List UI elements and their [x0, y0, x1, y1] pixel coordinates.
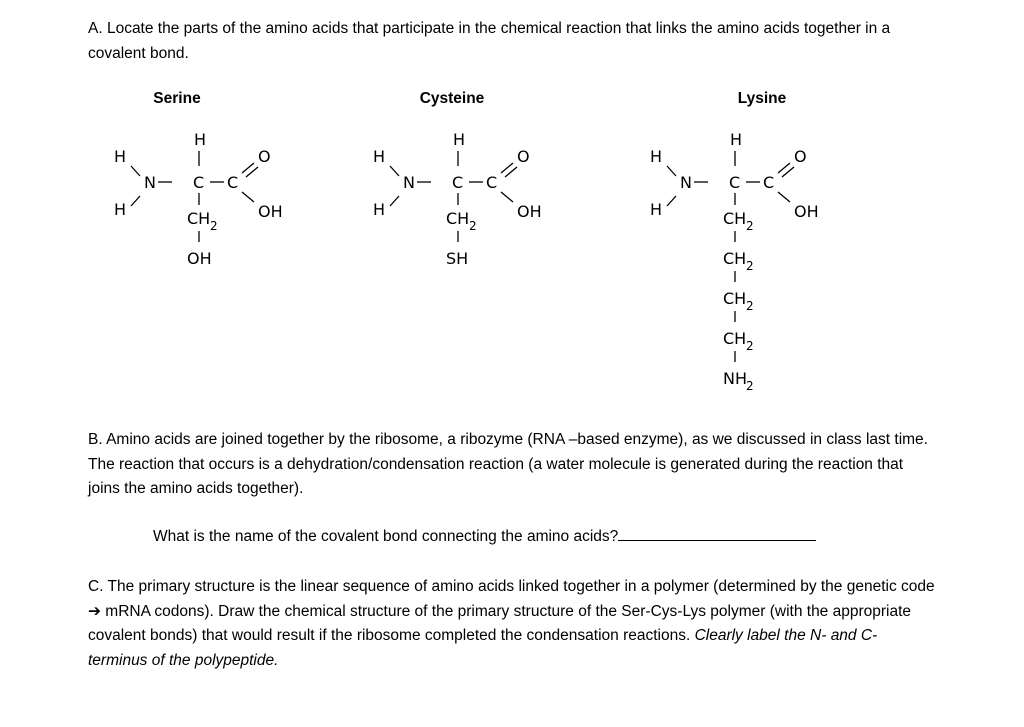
bond-question-text: What is the name of the covalent bond connecting the amino acids?: [153, 528, 619, 545]
carboxyl-hydroxyl: OH: [258, 202, 283, 221]
side-chain-4-subscript: 2: [746, 379, 754, 393]
amine-hydrogen-top: H: [650, 147, 663, 166]
serine-structure: [114, 130, 283, 268]
amine-bond-top: [131, 166, 140, 176]
alpha-carbon: C: [193, 173, 205, 192]
part-c-text-2: mRNA codons). Draw the chemical structure of the primary structure of the Ser-Cys-Lys polymer (with the appropriate covalent bonds) that would result if the ribosome completed the condensation reactions.: [88, 602, 912, 644]
part-c-text-1: C. The primary structure is the linear sequence of amino acids linked together in a polymer (determined by the genetic code: [88, 578, 935, 595]
amine-nitrogen: N: [680, 173, 692, 192]
amine-hydrogen-top: H: [114, 147, 127, 166]
amine-hydrogen-bottom: H: [373, 200, 386, 219]
carbonyl-oxygen: O: [258, 147, 271, 166]
part-b-explanation: B. Amino acids are joined together by the ribosome, a ribozyme (RNA –based enzyme), as we discussed in class last time. The reaction that occurs is a dehydration/condensation reaction (a water molecule is generated during the reaction that joins the amino acids together).: [88, 431, 928, 497]
alpha-hydrogen: H: [194, 130, 207, 149]
side-chain-0-label: CH: [187, 209, 211, 228]
amine-bond-bottom: [667, 196, 676, 206]
alpha-hydrogen: H: [453, 130, 466, 149]
side-chain-3-label: CH: [723, 329, 747, 348]
side-chain-1-subscript: 2: [746, 259, 754, 273]
side-chain-4-label: NH: [723, 369, 747, 388]
side-chain-0-label: CH: [446, 209, 470, 228]
carboxyl-carbon: C: [227, 173, 239, 192]
cysteine-structure: [373, 130, 542, 268]
amine-bond-top: [390, 166, 399, 176]
carbonyl-oxygen: O: [517, 147, 530, 166]
bond-question: [153, 525, 953, 550]
amine-nitrogen: N: [403, 173, 415, 192]
amine-bond-top: [667, 166, 676, 176]
side-chain-0-label: CH: [723, 209, 747, 228]
carboxyl-hydroxyl: OH: [794, 202, 819, 221]
side-chain-1-label: OH: [187, 249, 212, 268]
answer-blank[interactable]: [618, 526, 816, 541]
amine-hydrogen-bottom: H: [114, 200, 127, 219]
carboxyl-carbon: C: [486, 173, 498, 192]
part-a-instructions: A. Locate the parts of the amino acids that participate in the chemical reaction that links the amino acids together in a covalent bond.: [88, 20, 891, 62]
side-chain-0-subscript: 2: [210, 219, 218, 233]
side-chain-3-subscript: 2: [746, 339, 754, 353]
carboxyl-hydroxyl: OH: [517, 202, 542, 221]
alpha-carbon: C: [729, 173, 741, 192]
amine-bond-bottom: [390, 196, 399, 206]
side-chain-1-label: SH: [446, 249, 469, 268]
carbonyl-oxygen: O: [794, 147, 807, 166]
side-chain-2-label: CH: [723, 289, 747, 308]
hydroxyl-bond: [501, 192, 513, 202]
lysine-title: Lysine: [737, 90, 787, 107]
side-chain-1-label: CH: [723, 249, 747, 268]
alpha-carbon: C: [452, 173, 464, 192]
part-c-italic-note: Clearly label the N- and C- terminus of the polypeptide.: [88, 627, 878, 669]
amine-bond-bottom: [131, 196, 140, 206]
hydroxyl-bond: [242, 192, 254, 202]
amine-hydrogen-top: H: [373, 147, 386, 166]
cysteine-title: Cysteine: [419, 90, 485, 107]
serine-title: Serine: [153, 90, 201, 107]
alpha-hydrogen: H: [730, 130, 743, 149]
carboxyl-carbon: C: [763, 173, 775, 192]
lysine-structure: [650, 130, 819, 393]
side-chain-2-subscript: 2: [746, 299, 754, 313]
part-c-instructions: [88, 575, 938, 673]
side-chain-0-subscript: 2: [469, 219, 477, 233]
amine-hydrogen-bottom: H: [650, 200, 663, 219]
side-chain-0-subscript: 2: [746, 219, 754, 233]
amine-nitrogen: N: [144, 173, 156, 192]
hydroxyl-bond: [778, 192, 790, 202]
arrow-icon: ➔: [88, 602, 101, 620]
